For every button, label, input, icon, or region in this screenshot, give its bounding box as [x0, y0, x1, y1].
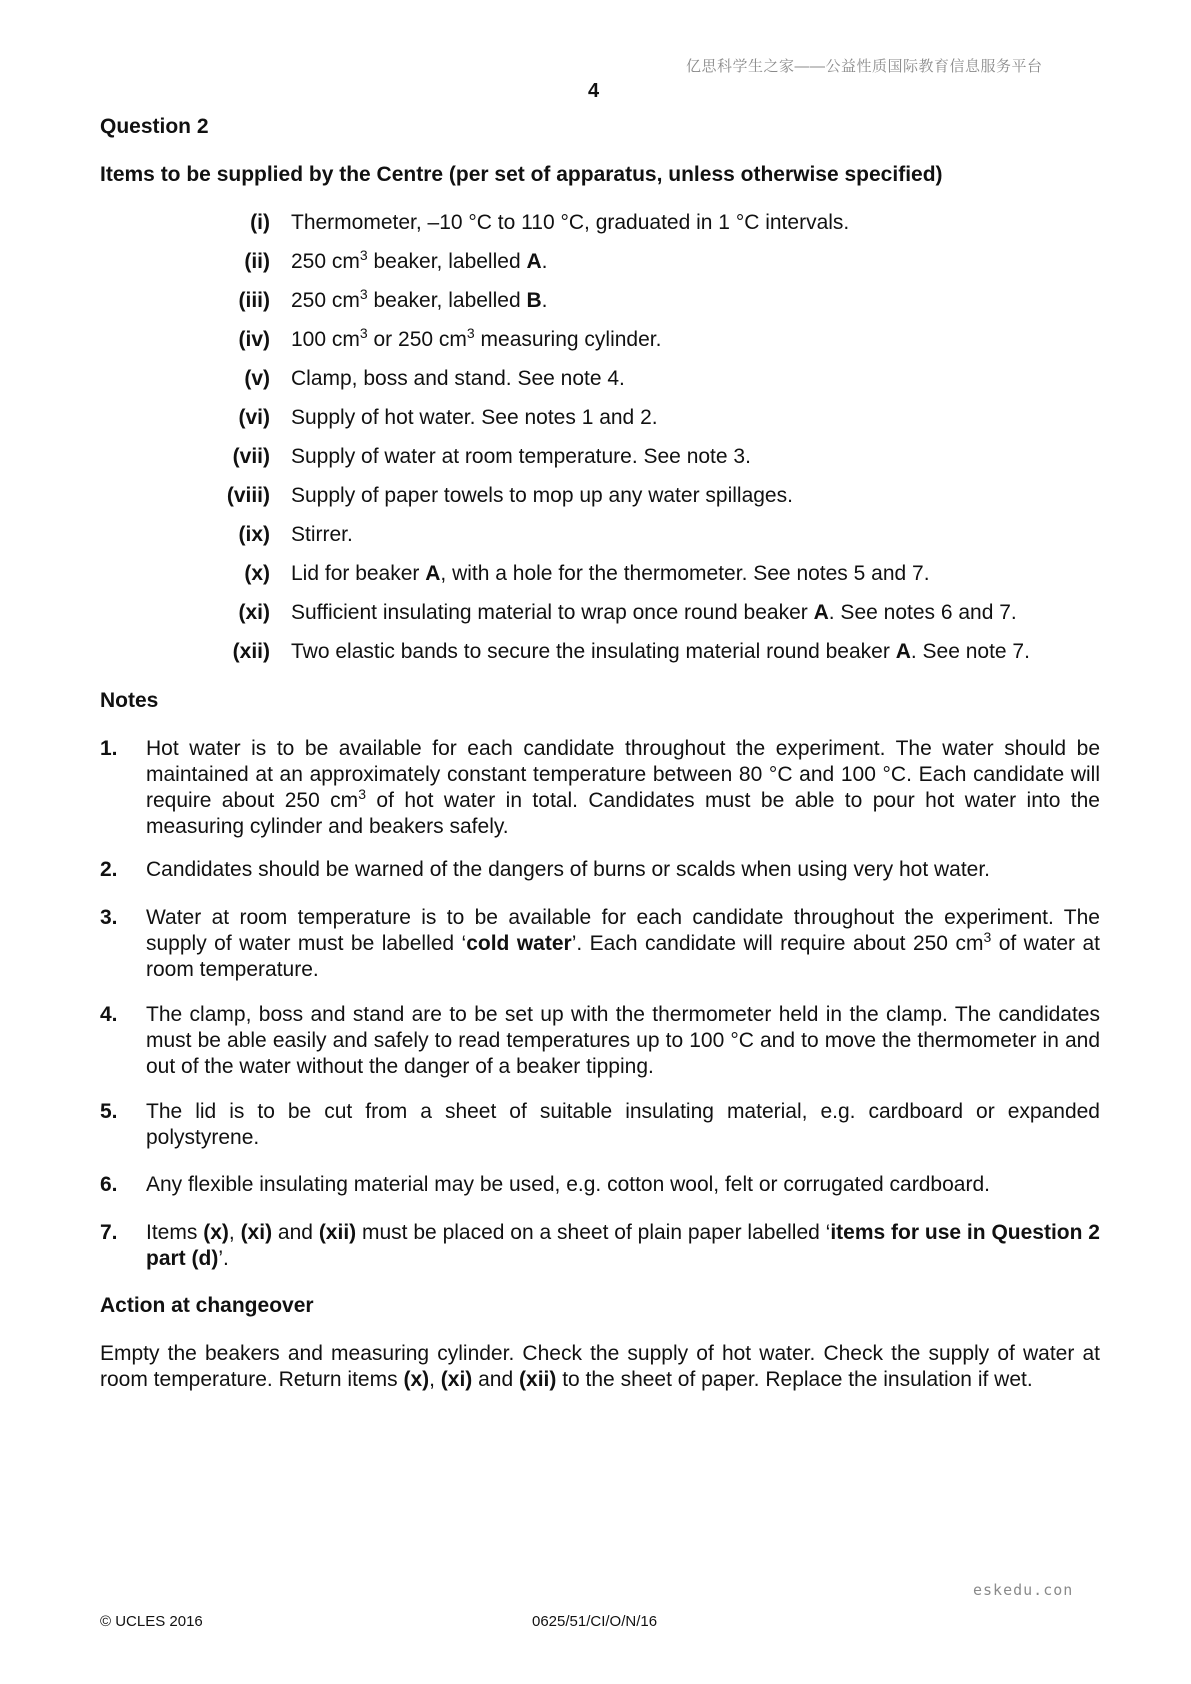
items-heading: Items to be supplied by the Centre (per set of apparatus, unless otherwise specified) [100, 163, 943, 186]
note-number: 1. [100, 737, 118, 760]
note-text: Candidates should be warned of the dangers of burns or scalds when using very hot water. [146, 858, 991, 881]
list-item [100, 405, 1100, 431]
list-item [100, 639, 1100, 665]
footer-paper-code: 0625/51/CI/O/N/16 [532, 1613, 658, 1630]
item-text: 100 $cm^3$ or 250 $cm^3$ measuring cylinder. [291, 325, 662, 351]
note-text: Any flexible insulating material may be used, e.g. cotton wool, felt or corrugated cardboard. [146, 1173, 990, 1196]
item-text: Clamp, boss and stand. See note 4. [291, 367, 625, 390]
item-number: (i) [250, 211, 270, 234]
watermark-footer: eskedu.con [973, 1581, 1074, 1599]
item-text: Stirrer. [291, 523, 353, 546]
note-item [100, 1172, 1100, 1198]
changeover-text: Empty the beakers and measuring cylinder. Check the supply of hot water. Check the supply of water at room temperature. Return items (x), (xi) and (xii) to the sheet of paper. Replace the insulation if wet. [100, 1342, 1100, 1391]
list-item [100, 210, 1100, 236]
note-number: 2. [100, 858, 118, 881]
list-item [100, 444, 1100, 470]
item-text: 250 $cm^3$ beaker, labelled A. [291, 247, 548, 273]
page-number: 4 [588, 80, 600, 102]
item-number: (vi) [238, 406, 270, 429]
item-number: (xi) [238, 601, 270, 624]
item-text: Thermometer, –10 °C to 110 °C, graduated in 1 °C intervals. [291, 211, 850, 234]
watermark-header: 亿思科学生之家——公益性质国际教育信息服务平台 [686, 58, 1043, 75]
item-number: (x) [244, 562, 270, 585]
item-number: (viii) [226, 484, 270, 507]
list-item [100, 288, 1100, 314]
note-number: 5. [100, 1100, 118, 1123]
list-item [100, 522, 1100, 548]
item-text: Supply of paper towels to mop up any water spillages. [291, 484, 793, 507]
item-number: (ix) [238, 523, 270, 546]
item-text: Supply of hot water. See notes 1 and 2. [291, 406, 658, 429]
note-text: The clamp, boss and stand are to be set up with the thermometer held in the clamp. The candidates must be able easily and safely to read temperatures up to 100 °C and to move the thermometer in and out of the water without the danger of a beaker tipping. [146, 1003, 1100, 1078]
list-item [100, 483, 1100, 509]
list-item [100, 561, 1100, 587]
changeover-heading: Action at changeover [100, 1294, 314, 1317]
note-item [100, 1002, 1100, 1080]
note-number: 6. [100, 1173, 118, 1196]
note-text: Water at room temperature is to be available for each candidate throughout the experiment. The supply of water must be labelled ‘cold water’. Each candidate will require about 250 $cm^3$ of water at room temperature. [146, 906, 1100, 981]
item-text: Lid for beaker A, with a hole for the thermometer. See notes 5 and 7. [291, 562, 930, 585]
item-number: (xii) [232, 640, 270, 663]
note-item [100, 857, 1100, 883]
item-text: Supply of water at room temperature. See note 3. [291, 445, 751, 468]
item-number: (ii) [244, 250, 270, 273]
item-text: Two elastic bands to secure the insulating material round beaker A. See note 7. [291, 640, 1030, 663]
note-text: Items (x), (xi) and (xii) must be placed on a sheet of plain paper labelled ‘items for use in Question 2 part (d)’. [146, 1221, 1100, 1270]
note-item [100, 1220, 1100, 1272]
list-item [100, 600, 1100, 626]
note-text: The lid is to be cut from a sheet of suitable insulating material, e.g. cardboard or expanded polystyrene. [146, 1100, 1100, 1149]
note-text: Hot water is to be available for each candidate throughout the experiment. The water should be maintained at an approximately constant temperature between 80 °C and 100 °C. Each candidate will require about 250 $cm^3$ of hot water in total. Candidates must be able to pour hot water into the measuring cylinder and beakers safely. [146, 737, 1100, 838]
footer-copyright: © UCLES 2016 [100, 1613, 203, 1630]
list-item [100, 327, 1100, 353]
item-text: Sufficient insulating material to wrap once round beaker A. See notes 6 and 7. [291, 601, 1017, 624]
notes-heading: Notes [100, 689, 159, 712]
item-number: (vii) [232, 445, 270, 468]
item-text: 250 $cm^3$ beaker, labelled B. [291, 286, 548, 312]
item-number: (v) [244, 367, 270, 390]
list-item [100, 366, 1100, 392]
note-item [100, 736, 1100, 840]
item-number: (iv) [238, 328, 270, 351]
note-item [100, 905, 1100, 983]
note-item [100, 1099, 1100, 1151]
note-number: 7. [100, 1221, 118, 1244]
note-number: 4. [100, 1003, 118, 1026]
note-number: 3. [100, 906, 118, 929]
list-item [100, 249, 1100, 275]
question-title: Question 2 [100, 115, 209, 138]
item-number: (iii) [238, 289, 270, 312]
